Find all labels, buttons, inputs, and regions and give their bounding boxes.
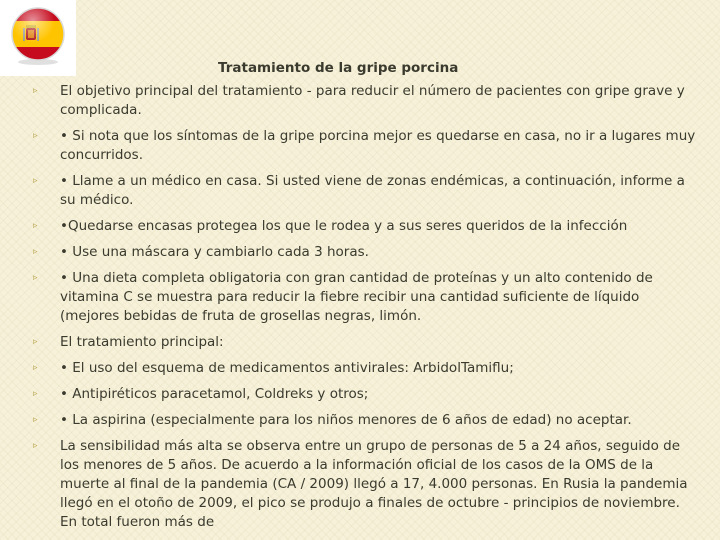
list-item-text: • La aspirina (especialmente para los niños menores de 6 años de edad) no aceptar. (60, 412, 632, 428)
spain-flag-icon (10, 6, 66, 66)
flag-logo-box (0, 0, 76, 76)
bullet-arrow-icon: ▹ (33, 176, 38, 186)
bullet-arrow-icon: ▹ (33, 131, 38, 141)
list-item-text: El tratamiento principal: (60, 334, 224, 350)
list-item (32, 217, 700, 236)
list-item (32, 385, 700, 404)
list-item (32, 333, 700, 352)
list-item-text: • Si nota que los síntomas de la gripe porcina mejor es quedarse en casa, no ir a lugares muy concurridos. (60, 128, 696, 163)
list-item (32, 359, 700, 378)
list-item (32, 437, 700, 532)
list-item (32, 127, 700, 165)
list-item (32, 269, 700, 326)
list-item-text: • Llame a un médico en casa. Si usted viene de zonas endémicas, a continuación, informe a su médico. (60, 173, 685, 208)
bullet-arrow-icon: ▹ (33, 441, 38, 451)
list-item (32, 411, 700, 430)
list-item (32, 82, 700, 120)
bullet-arrow-icon: ▹ (33, 247, 38, 257)
bullet-arrow-icon: ▹ (33, 273, 38, 283)
list-item-text: •Quedarse encasas protegea los que le rodea y a sus seres queridos de la infección (60, 218, 628, 234)
bullet-arrow-icon: ▹ (33, 337, 38, 347)
bullet-arrow-icon: ▹ (33, 415, 38, 425)
bullet-arrow-icon: ▹ (33, 389, 38, 399)
bullet-arrow-icon: ▹ (33, 221, 38, 231)
bullet-arrow-icon: ▹ (33, 86, 38, 96)
list-item-text: El objetivo principal del tratamiento - para reducir el número de pacientes con gripe grave y complicada. (60, 83, 685, 118)
list-item (32, 243, 700, 262)
list-item-text: • Una dieta completa obligatoria con gran cantidad de proteínas y un alto contenido de vitamina C se muestra para reducir la fiebre recibir una cantidad suficiente de líquido (mejores bebidas de fruta de grosellas negras, limón. (60, 270, 653, 324)
list-item-text: • El uso del esquema de medicamentos antivirales: ArbidolTamiflu; (60, 360, 514, 376)
page-title: Tratamiento de la gripe porcina (218, 60, 459, 76)
bullet-arrow-icon: ▹ (33, 363, 38, 373)
list-item-text: • Antipiréticos paracetamol, Coldreks y otros; (60, 386, 369, 402)
list-item-text: La sensibilidad más alta se observa entre un grupo de personas de 5 a 24 años, seguido de los menores de 5 años. De acuerdo a la información oficial de los casos de la OMS de la muerte al final de la pandemia (CA / 2009) llegó a 17, 4.000 personas. En Rusia la pandemia llegó en el otoño de 2009, el pico se produjo a finales de octubre - principios de noviembre. En total fueron más de (60, 438, 688, 530)
list-item (32, 172, 700, 210)
list-item-text: • Use una máscara y cambiarlo cada 3 horas. (60, 244, 369, 260)
bullet-list (32, 82, 700, 539)
